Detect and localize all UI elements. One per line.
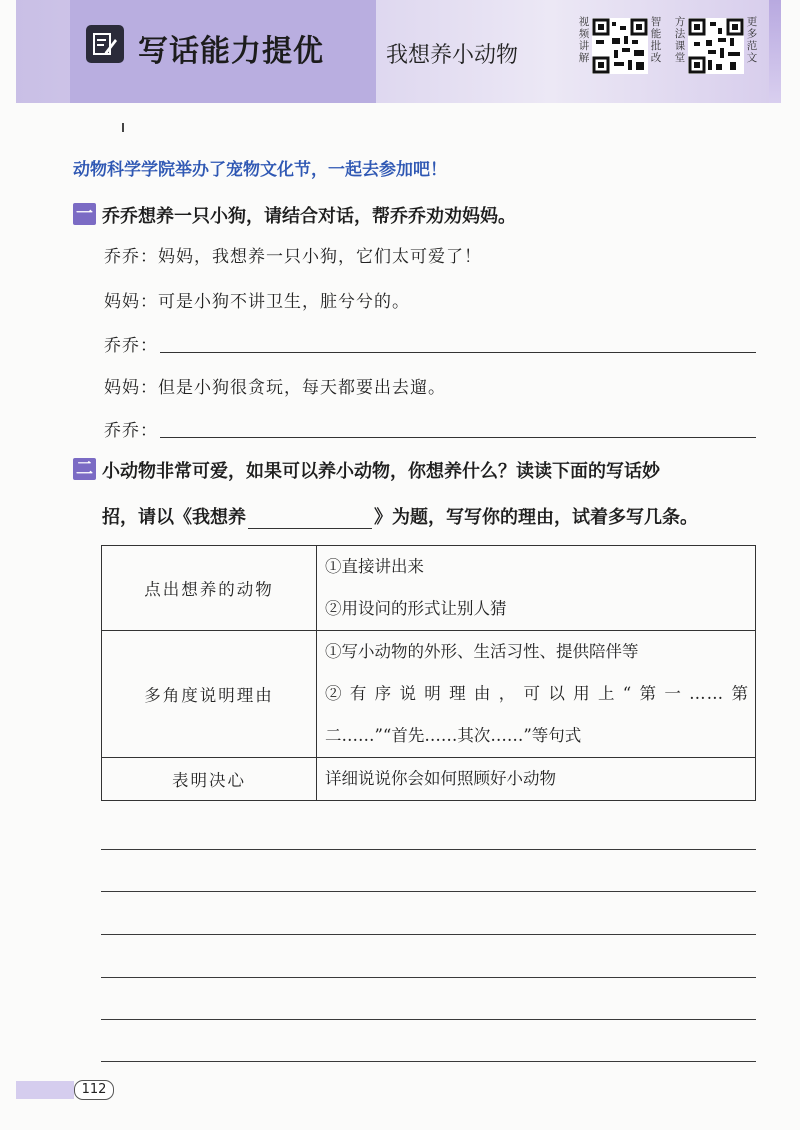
table-row [102,546,756,631]
tip-item: ①写小动物的外形、生活习性、提供陪伴等 [325,642,639,661]
answer-line[interactable] [160,352,756,353]
writing-line[interactable] [101,891,756,892]
page-edge [769,0,781,103]
tip-category: 点出想养的动物 [102,546,317,631]
tip-detail [317,758,756,801]
question-badge-2: 二 [73,458,96,480]
dialogue-line: 乔乔： [104,421,158,441]
qr-label-video: 视频讲解 [578,16,590,64]
dialogue-line: 乔乔：妈妈，我想养一只小狗，它们太可爱了！ [104,247,482,267]
tip-category: 表明决心 [102,758,317,801]
table-row [102,758,756,801]
qr-label-class: 方法课堂 [674,16,686,64]
dialogue-line: 妈妈：但是小狗很贪玩，每天都要出去遛。 [104,378,446,398]
question-1-prompt: 乔乔想养一只小狗，请结合对话，帮乔乔劝劝妈妈。 [102,206,516,227]
tip-item: 详细说说你会如何照顾好小动物 [325,769,556,788]
tip-detail [317,546,756,631]
qr-code-icon[interactable] [592,18,648,74]
page-subtitle: 我想养小动物 [386,43,519,68]
question-badge-1: 一 [73,203,96,225]
qr-code-icon[interactable] [688,18,744,74]
writing-line[interactable] [101,1019,756,1020]
tip-item: ①直接讲出来 [325,557,424,576]
question-2-prompt-line1: 小动物非常可爱，如果可以养小动物，你想养什么？读读下面的写话妙 [102,461,660,482]
pencil-note-icon [86,25,124,63]
writing-tips-table [101,545,756,801]
writing-line[interactable] [101,934,756,935]
footer-bar [16,1081,74,1099]
dialogue-line: 妈妈：可是小狗不讲卫生，脏兮兮的。 [104,292,410,312]
prompt-text: 招，请以《我想养 [102,507,246,528]
tip-category: 多角度说明理由 [102,631,317,758]
tip-item: ②用设问的形式让别人猜 [325,599,507,618]
title-blank[interactable] [248,510,372,529]
answer-line[interactable] [160,437,756,438]
table-row [102,631,756,758]
writing-line[interactable] [101,1061,756,1062]
writing-line[interactable] [101,849,756,850]
tip-item: ②有序说明理由，可以用上“第一……第 [325,684,749,703]
tick-mark [122,123,124,132]
page-title: 写话能力提优 [138,34,324,69]
writing-line[interactable] [101,977,756,978]
tip-detail [317,631,756,758]
page-number: 112 [74,1080,114,1100]
intro-text: 动物科学学院举办了宠物文化节，一起去参加吧！ [73,160,447,180]
tip-item: 二……”“首先……其次……”等句式 [325,726,582,745]
question-2-prompt-line2 [102,503,698,529]
qr-label-samples: 更多范文 [746,16,758,64]
qr-label-grading: 智能批改 [650,16,662,64]
dialogue-line: 乔乔： [104,336,158,356]
prompt-text: 》为题，写写你的理由，试着多写几条。 [374,507,698,528]
